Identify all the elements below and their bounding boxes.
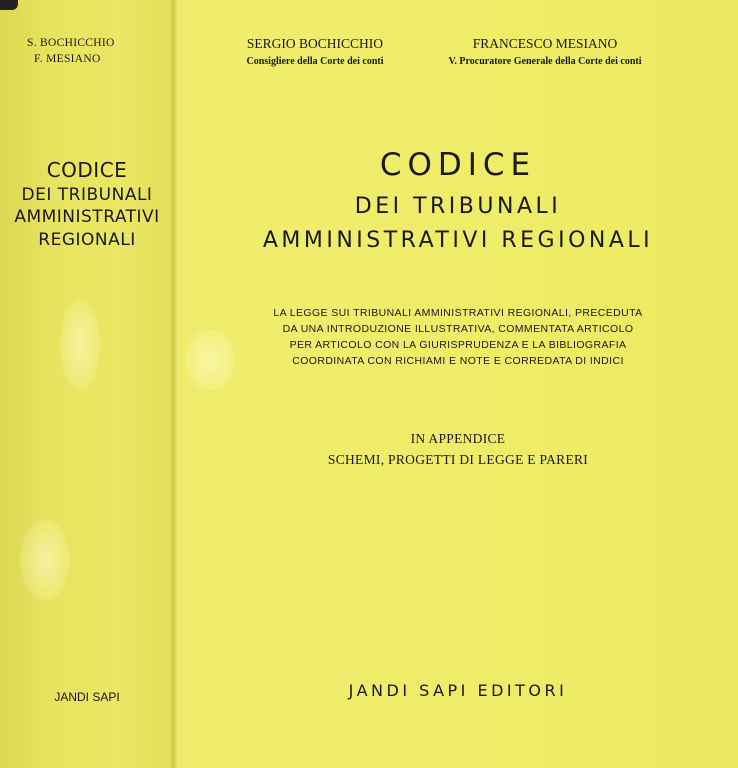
spine-author-2: F. MESIANO	[34, 53, 101, 65]
spine-title-line-1: CODICE	[46, 158, 128, 182]
author-name-2: FRANCESCO MESIANO	[472, 36, 618, 51]
author-role-1: Consigliere della Corte dei conti	[246, 56, 384, 67]
spine-publisher: JANDI SAPI	[54, 690, 120, 704]
book-description-line-1: LA LEGGE SUI TRIBUNALI AMMINISTRATIVI REGIONALI, PRECEDUTA	[273, 307, 643, 319]
appendix-contents: SCHEMI, PROGETTI DI LEGGE E PARERI	[327, 452, 589, 467]
book-subtitle-line-1: DEI TRIBUNALI	[354, 194, 562, 219]
book-description-line-2: DA UNA INTRODUZIONE ILLUSTRATIVA, COMMENTATA ARTICOLO	[282, 323, 634, 335]
corner-shadow	[0, 0, 18, 10]
spine-title-line-3: AMMINISTRATIVI	[14, 207, 160, 227]
author-role-2: V. Procuratore Generale della Corte dei conti	[448, 56, 642, 67]
spine-title-line-4: REGIONALI	[38, 230, 136, 250]
publisher-name: JANDI SAPI EDITORI	[348, 681, 568, 700]
author-name-1: SERGIO BOCHICCHIO	[246, 36, 384, 51]
book-description-line-3: PER ARTICOLO CON LA GIURISPRUDENZA E LA BIBLIOGRAFIA	[289, 339, 627, 351]
appendix-heading: IN APPENDICE	[410, 431, 506, 446]
spine-author-1: S. BOCHICCHIO	[27, 37, 115, 49]
wear-mark	[60, 300, 100, 390]
book-description-line-4: COORDINATA CON RICHIAMI E NOTE E CORREDATA DI INDICI	[292, 355, 624, 367]
spine-fold-shadow	[170, 0, 178, 768]
spine-title-line-2: DEI TRIBUNALI	[21, 185, 153, 205]
wear-mark	[20, 520, 70, 600]
book-title: CODICE	[379, 147, 537, 183]
book-subtitle-line-2: AMMINISTRATIVI REGIONALI	[262, 228, 654, 253]
